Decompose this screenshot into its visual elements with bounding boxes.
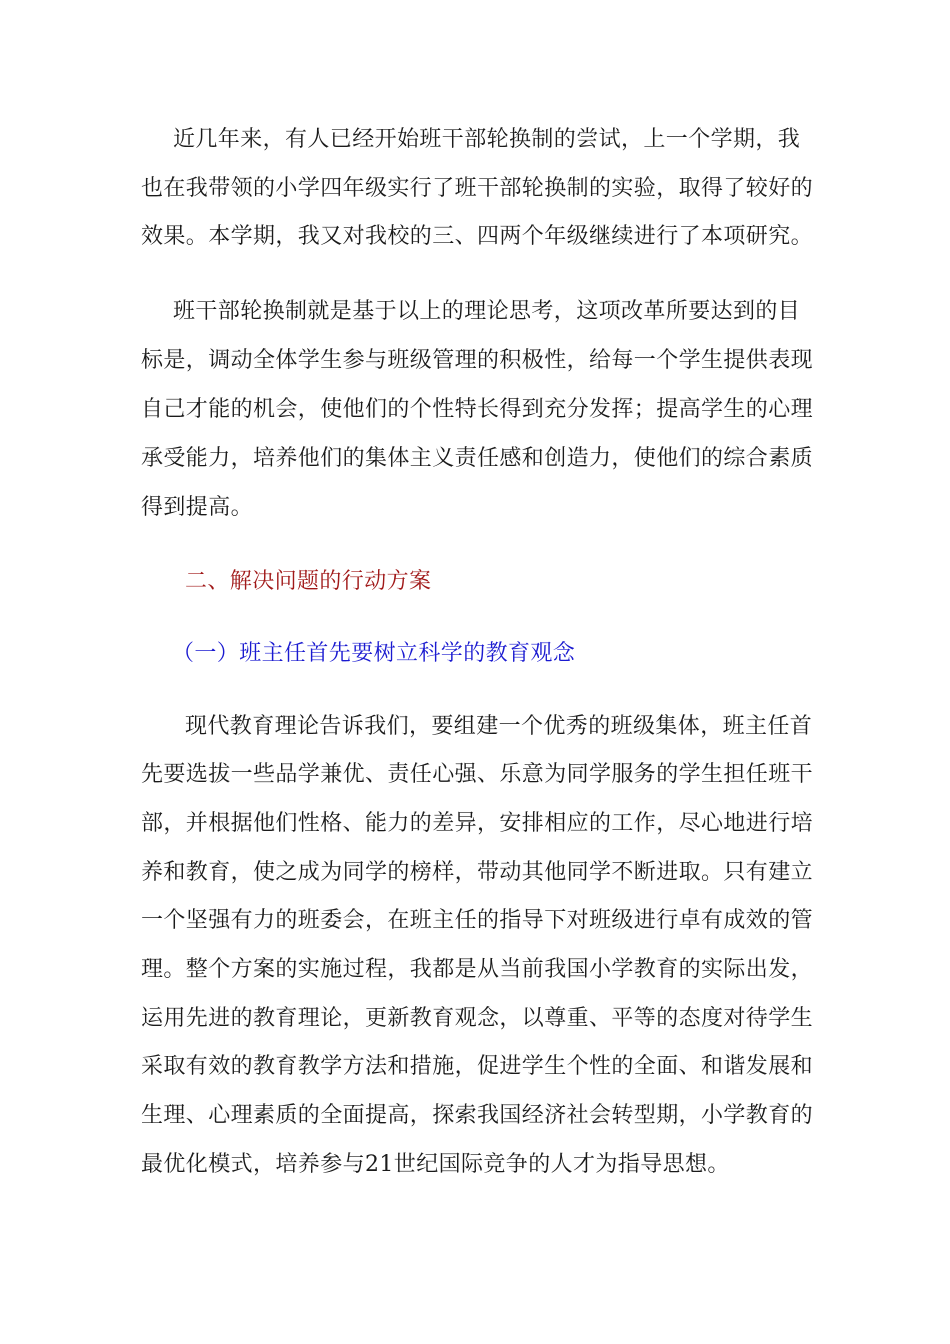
paragraph-3-line-7: 运用先进的教育理论，更新教育观念，以尊重、平等的态度对待学生 bbox=[141, 1006, 814, 1031]
paragraph-3-line-4: 养和教育，使之成为同学的榜样，带动其他同学不断进取。只有建立 bbox=[141, 860, 814, 885]
section-heading: 二、解决问题的行动方案 bbox=[185, 569, 432, 594]
paragraph-2-line-5: 得到提高。 bbox=[141, 495, 254, 520]
paragraph-1-line-2: 也在我带领的小学四年级实行了班干部轮换制的实验，取得了较好的 bbox=[141, 176, 814, 201]
paragraph-1-line-3: 效果。本学期，我又对我校的三、四两个年级继续进行了本项研究。 bbox=[141, 224, 814, 249]
paragraph-3-line-3: 部，并根据他们性格、能力的差异，安排相应的工作，尽心地进行培 bbox=[141, 811, 814, 836]
paragraph-2-line-2: 标是，调动全体学生参与班级管理的积极性，给每一个学生提供表现 bbox=[141, 348, 814, 373]
paragraph-3-line-1: 现代教育理论告诉我们，要组建一个优秀的班级集体，班主任首 bbox=[185, 714, 813, 739]
paragraph-3-line-5: 一个坚强有力的班委会，在班主任的指导下对班级进行卓有成效的管 bbox=[141, 908, 814, 933]
paragraph-3-line-2: 先要选拔一些品学兼优、责任心强、乐意为同学服务的学生担任班干 bbox=[141, 762, 814, 787]
paragraph-3-line-10: 最优化模式，培养参与21世纪国际竞争的人才为指导思想。 bbox=[141, 1152, 730, 1177]
subsection-heading: （一）班主任首先要树立科学的教育观念 bbox=[172, 641, 576, 666]
paragraph-2-line-4: 承受能力，培养他们的集体主义责任感和创造力，使他们的综合素质 bbox=[141, 446, 814, 471]
paragraph-2-line-3: 自己才能的机会，使他们的个性特长得到充分发挥；提高学生的心理 bbox=[141, 397, 814, 422]
paragraph-3-line-9: 生理、心理素质的全面提高，探索我国经济社会转型期，小学教育的 bbox=[141, 1103, 814, 1128]
paragraph-3-line-6: 理。整个方案的实施过程，我都是从当前我国小学教育的实际出发， bbox=[141, 957, 814, 982]
paragraph-2-line-1: 班干部轮换制就是基于以上的理论思考，这项改革所要达到的目 bbox=[173, 299, 801, 324]
paragraph-3-line-8: 采取有效的教育教学方法和措施，促进学生个性的全面、和谐发展和 bbox=[141, 1054, 814, 1079]
paragraph-1-line-1: 近几年来，有人已经开始班干部轮换制的尝试，上一个学期，我 bbox=[173, 127, 801, 152]
